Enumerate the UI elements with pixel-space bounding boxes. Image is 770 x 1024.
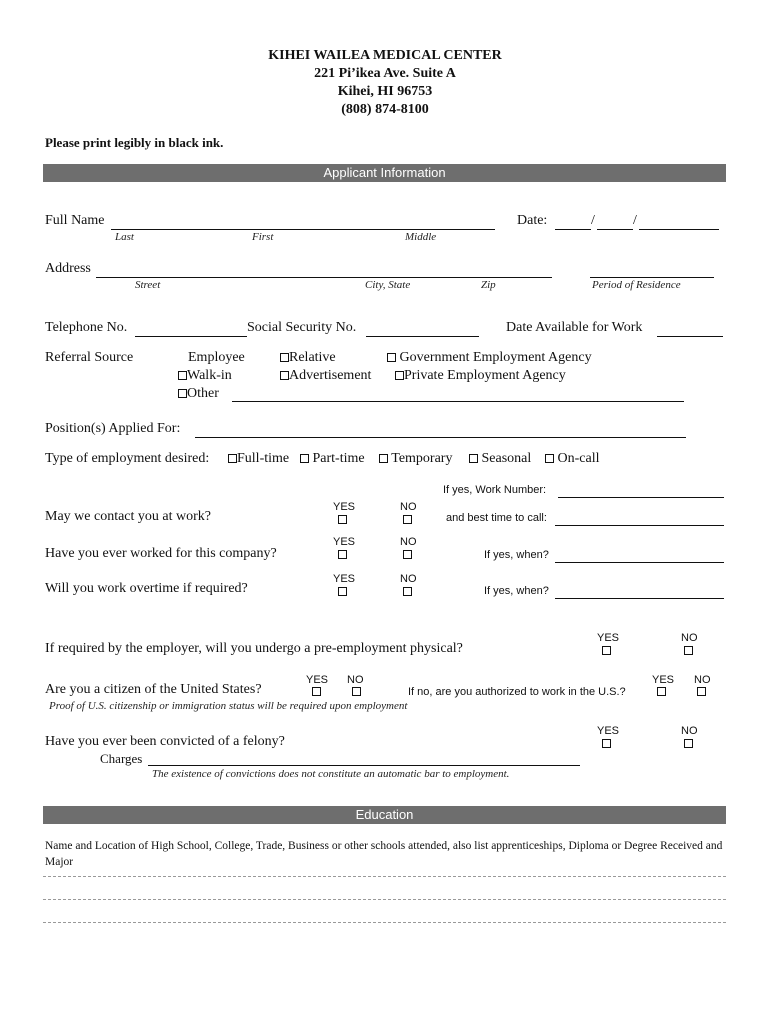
org-phone: (808) 874-8100 bbox=[341, 102, 429, 117]
checkbox[interactable] bbox=[469, 454, 478, 463]
referral-other-field[interactable] bbox=[232, 401, 684, 402]
authorized-no-checkbox[interactable] bbox=[697, 687, 706, 696]
checkbox[interactable] bbox=[300, 454, 309, 463]
citizen-no-checkbox[interactable] bbox=[352, 687, 361, 696]
question-authorized: If no, are you authorized to work in the U.S.? bbox=[408, 686, 626, 698]
question-citizen: Are you a citizen of the United States? bbox=[45, 682, 262, 697]
positions-label: Position(s) Applied For: bbox=[45, 421, 181, 436]
date-sep-1: / bbox=[591, 213, 595, 228]
employment-type-label: Type of employment desired: bbox=[45, 451, 210, 466]
checkbox[interactable] bbox=[545, 454, 554, 463]
referral-employee: Employee bbox=[188, 350, 245, 365]
overtime-yes-checkbox[interactable] bbox=[338, 587, 347, 596]
yes-label: YES bbox=[597, 725, 620, 737]
referral-label: Referral Source bbox=[45, 350, 134, 365]
best-time-field[interactable] bbox=[555, 525, 724, 526]
checkbox[interactable] bbox=[178, 389, 187, 398]
checkbox[interactable] bbox=[395, 371, 404, 380]
date-label: Date: bbox=[517, 213, 548, 228]
worked-no-checkbox[interactable] bbox=[403, 550, 412, 559]
checkbox[interactable] bbox=[387, 353, 396, 362]
question-worked-before: Have you ever worked for this company? bbox=[45, 546, 277, 561]
middle-caption: Middle bbox=[405, 231, 437, 243]
date-year-field[interactable] bbox=[639, 229, 719, 230]
citizen-yes-checkbox[interactable] bbox=[312, 687, 321, 696]
city-state-caption: City, State bbox=[365, 279, 411, 291]
physical-yes-checkbox[interactable] bbox=[602, 646, 611, 655]
first-caption: First bbox=[252, 231, 274, 243]
full-name-field[interactable] bbox=[111, 229, 495, 230]
felony-yes-checkbox[interactable] bbox=[602, 739, 611, 748]
checkbox[interactable] bbox=[228, 454, 237, 463]
yes-label: YES bbox=[306, 674, 329, 686]
education-line-1[interactable] bbox=[43, 876, 726, 877]
full-name-label: Full Name bbox=[45, 213, 105, 228]
authorized-yes-checkbox[interactable] bbox=[657, 687, 666, 696]
address-field[interactable] bbox=[96, 277, 552, 278]
option-seasonal[interactable]: Seasonal bbox=[469, 451, 531, 467]
charges-field[interactable] bbox=[148, 765, 580, 766]
overtime-when-label: If yes, when? bbox=[484, 585, 549, 597]
no-label: NO bbox=[681, 632, 698, 644]
yes-label: YES bbox=[333, 536, 356, 548]
org-city: Kihei, HI 96753 bbox=[337, 84, 433, 99]
no-label: NO bbox=[400, 501, 417, 513]
worked-when-label: If yes, when? bbox=[484, 549, 549, 561]
question-contact: May we contact you at work? bbox=[45, 509, 211, 524]
street-caption: Street bbox=[135, 279, 161, 291]
education-line-3[interactable] bbox=[43, 922, 726, 923]
physical-no-checkbox[interactable] bbox=[684, 646, 693, 655]
ssn-field[interactable] bbox=[366, 336, 479, 337]
zip-caption: Zip bbox=[481, 279, 496, 291]
option-part-time[interactable]: Part-time bbox=[300, 451, 365, 467]
education-instructions: Name and Location of High School, College, Trade, Business or other schools attended, also list apprenticeships, Diploma or Degree Received and Major bbox=[45, 840, 723, 868]
ssn-label: Social Security No. bbox=[247, 320, 357, 335]
period-caption: Period of Residence bbox=[592, 279, 681, 291]
date-day-field[interactable] bbox=[597, 229, 633, 230]
yes-label: YES bbox=[333, 573, 356, 585]
positions-field[interactable] bbox=[195, 437, 686, 438]
no-label: NO bbox=[681, 725, 698, 737]
referral-advertisement[interactable]: Advertisement bbox=[280, 368, 371, 384]
no-label: NO bbox=[347, 674, 364, 686]
date-month-field[interactable] bbox=[555, 229, 591, 230]
residence-period-field[interactable] bbox=[590, 277, 714, 278]
address-label: Address bbox=[45, 261, 91, 276]
work-number-label: If yes, Work Number: bbox=[443, 484, 547, 496]
date-available-label: Date Available for Work bbox=[506, 320, 643, 335]
overtime-when-field[interactable] bbox=[555, 598, 724, 599]
telephone-field[interactable] bbox=[135, 336, 247, 337]
question-physical: If required by the employer, will you undergo a pre-employment physical? bbox=[45, 641, 463, 656]
section-education-header: Education bbox=[43, 806, 726, 824]
checkbox[interactable] bbox=[178, 371, 187, 380]
referral-private[interactable]: Private Employment Agency bbox=[395, 368, 566, 384]
org-name: KIHEI WAILEA MEDICAL CENTER bbox=[268, 48, 502, 63]
instructions: Please print legibly in black ink. bbox=[45, 135, 224, 150]
referral-other[interactable]: Other bbox=[178, 386, 219, 402]
checkbox[interactable] bbox=[379, 454, 388, 463]
charges-label: Charges bbox=[100, 751, 143, 766]
worked-yes-checkbox[interactable] bbox=[338, 550, 347, 559]
no-label: NO bbox=[400, 536, 417, 548]
telephone-label: Telephone No. bbox=[45, 320, 128, 335]
yes-label: YES bbox=[597, 632, 620, 644]
no-label: NO bbox=[694, 674, 711, 686]
question-felony: Have you ever been convicted of a felony? bbox=[45, 734, 285, 749]
referral-government[interactable]: Government Employment Agency bbox=[387, 350, 592, 366]
date-available-field[interactable] bbox=[657, 336, 723, 337]
overtime-no-checkbox[interactable] bbox=[403, 587, 412, 596]
work-number-field[interactable] bbox=[558, 497, 724, 498]
last-caption: Last bbox=[115, 231, 134, 243]
checkbox[interactable] bbox=[280, 371, 289, 380]
section-applicant-header: Applicant Information bbox=[43, 164, 726, 182]
referral-relative[interactable]: Relative bbox=[280, 350, 336, 366]
question-overtime: Will you work overtime if required? bbox=[45, 581, 248, 596]
checkbox[interactable] bbox=[280, 353, 289, 362]
option-temporary[interactable]: Temporary bbox=[379, 451, 452, 467]
option-on-call[interactable]: On-call bbox=[545, 451, 599, 467]
proof-note: Proof of U.S. citizenship or immigration status will be required upon employment bbox=[49, 700, 408, 712]
yes-label: YES bbox=[652, 674, 675, 686]
conviction-note: The existence of convictions does not constitute an automatic bar to employment. bbox=[152, 768, 510, 780]
worked-when-field[interactable] bbox=[555, 562, 724, 563]
option-full-time[interactable]: Full-time bbox=[228, 451, 289, 467]
referral-walkin[interactable]: Walk-in bbox=[178, 368, 232, 384]
no-label: NO bbox=[400, 573, 417, 585]
education-line-2[interactable] bbox=[43, 899, 726, 900]
org-address: 221 Pi’ikea Ave. Suite A bbox=[314, 66, 456, 81]
date-sep-2: / bbox=[633, 213, 637, 228]
contact-no-checkbox[interactable] bbox=[403, 515, 412, 524]
best-time-label: and best time to call: bbox=[446, 512, 547, 524]
yes-label: YES bbox=[333, 501, 356, 513]
contact-yes-checkbox[interactable] bbox=[338, 515, 347, 524]
felony-no-checkbox[interactable] bbox=[684, 739, 693, 748]
